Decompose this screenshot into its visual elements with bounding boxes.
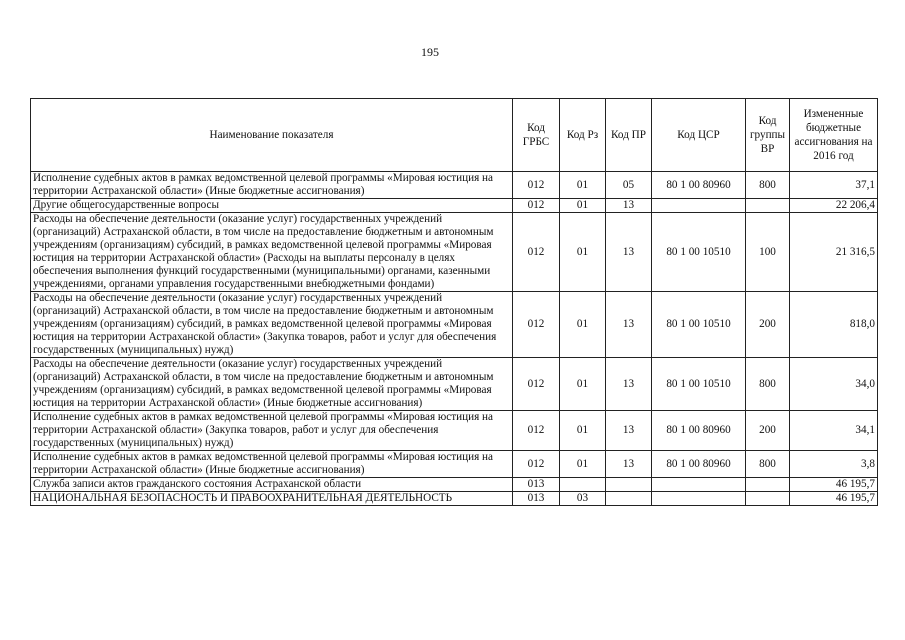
row-csr — [652, 199, 746, 213]
row-vr: 100 — [746, 213, 790, 292]
row-vr — [746, 478, 790, 492]
row-grbs: 012 — [513, 172, 560, 199]
row-name: Исполнение судебных актов в рамках ведомственной целевой программы «Мировая юстиция на территории Астраханской области» (Закупка товаров, работ и услуг для обеспечения государственных (муниципальных) нужд) — [31, 411, 513, 451]
row-amount: 22 206,4 — [790, 199, 878, 213]
row-rz — [560, 478, 606, 492]
row-amount: 34,0 — [790, 358, 878, 411]
row-amount: 818,0 — [790, 292, 878, 358]
row-grbs: 012 — [513, 451, 560, 478]
row-csr — [652, 492, 746, 506]
row-vr — [746, 492, 790, 506]
row-pr: 13 — [606, 358, 652, 411]
row-pr: 13 — [606, 199, 652, 213]
row-amount: 21 316,5 — [790, 213, 878, 292]
table-row — [31, 292, 878, 358]
row-amount: 3,8 — [790, 451, 878, 478]
table-row — [31, 213, 878, 292]
table-row — [31, 451, 878, 478]
table-row — [31, 478, 878, 492]
row-name: Служба записи актов гражданского состояния Астраханской области — [31, 478, 513, 492]
table-row — [31, 411, 878, 451]
row-grbs: 012 — [513, 411, 560, 451]
row-rz: 01 — [560, 292, 606, 358]
row-grbs: 012 — [513, 199, 560, 213]
budget-table — [30, 98, 878, 506]
row-grbs: 012 — [513, 213, 560, 292]
row-grbs: 012 — [513, 358, 560, 411]
row-rz: 01 — [560, 411, 606, 451]
row-name: Исполнение судебных актов в рамках ведомственной целевой программы «Мировая юстиция на территории Астраханской области» (Иные бюджетные ассигнования) — [31, 172, 513, 199]
row-vr: 200 — [746, 411, 790, 451]
table-row — [31, 358, 878, 411]
header-name: Наименование показателя — [31, 99, 513, 172]
row-csr: 80 1 00 80960 — [652, 411, 746, 451]
row-csr: 80 1 00 80960 — [652, 172, 746, 199]
row-pr: 13 — [606, 292, 652, 358]
row-pr — [606, 492, 652, 506]
page-number: 195 — [421, 45, 439, 59]
row-amount: 34,1 — [790, 411, 878, 451]
row-amount: 46 195,7 — [790, 492, 878, 506]
row-csr — [652, 478, 746, 492]
row-vr — [746, 199, 790, 213]
row-grbs: 012 — [513, 292, 560, 358]
row-vr: 800 — [746, 451, 790, 478]
row-name: Расходы на обеспечение деятельности (оказание услуг) государственных учреждений (организаций) Астраханской области, в том числе на предоставление бюджетным и автономным учреждениям (организациям) субсидий, в рамках ведомственной целевой программы «Мировая юстиция на территории Астраханской области» (Закупка товаров, работ и услуг для обеспечения государственных (муниципальных) нужд) — [31, 292, 513, 358]
row-name: НАЦИОНАЛЬНАЯ БЕЗОПАСНОСТЬ И ПРАВООХРАНИТЕЛЬНАЯ ДЕЯТЕЛЬНОСТЬ — [31, 492, 513, 506]
header-grbs: Код ГРБС — [513, 99, 560, 172]
row-name: Исполнение судебных актов в рамках ведомственной целевой программы «Мировая юстиция на территории Астраханской области» (Иные бюджетные ассигнования) — [31, 451, 513, 478]
row-grbs: 013 — [513, 478, 560, 492]
row-pr: 13 — [606, 411, 652, 451]
header-vr: Код группы ВР — [746, 99, 790, 172]
table-row — [31, 492, 878, 506]
row-pr: 05 — [606, 172, 652, 199]
row-rz: 01 — [560, 199, 606, 213]
header-pr: Код ПР — [606, 99, 652, 172]
header-csr: Код ЦСР — [652, 99, 746, 172]
row-pr: 13 — [606, 213, 652, 292]
table-row — [31, 172, 878, 199]
table-row — [31, 199, 878, 213]
header-rz: Код Рз — [560, 99, 606, 172]
row-rz: 03 — [560, 492, 606, 506]
row-rz: 01 — [560, 213, 606, 292]
row-name: Расходы на обеспечение деятельности (оказание услуг) государственных учреждений (организаций) Астраханской области, в том числе на предоставление бюджетным и автономным учреждениям (организациям) субсидий, в рамках ведомственной целевой программы «Мировая юстиция на территории Астраханской области» (Расходы на выплаты персоналу в целях обеспечения выполнения функций государственными (муниципальными) органами, казенными учреждениями, органами управления государственными внебюджетными фондами) — [31, 213, 513, 292]
row-name: Другие общегосударственные вопросы — [31, 199, 513, 213]
row-amount: 46 195,7 — [790, 478, 878, 492]
row-vr: 800 — [746, 172, 790, 199]
row-pr — [606, 478, 652, 492]
row-amount: 37,1 — [790, 172, 878, 199]
row-rz: 01 — [560, 172, 606, 199]
header-amount: Измененные бюджетные ассигнования на 2016 год — [790, 99, 878, 172]
row-csr: 80 1 00 80960 — [652, 451, 746, 478]
row-rz: 01 — [560, 451, 606, 478]
row-csr: 80 1 00 10510 — [652, 358, 746, 411]
row-grbs: 013 — [513, 492, 560, 506]
table-header-row — [31, 99, 878, 172]
row-rz: 01 — [560, 358, 606, 411]
row-csr: 80 1 00 10510 — [652, 213, 746, 292]
row-vr: 200 — [746, 292, 790, 358]
row-vr: 800 — [746, 358, 790, 411]
row-csr: 80 1 00 10510 — [652, 292, 746, 358]
row-name: Расходы на обеспечение деятельности (оказание услуг) государственных учреждений (организаций) Астраханской области, в том числе на предоставление бюджетным и автономным учреждениям (организациям) субсидий, в рамках ведомственной целевой программы «Мировая юстиция на территории Астраханской области» (Иные бюджетные ассигнования) — [31, 358, 513, 411]
row-pr: 13 — [606, 451, 652, 478]
